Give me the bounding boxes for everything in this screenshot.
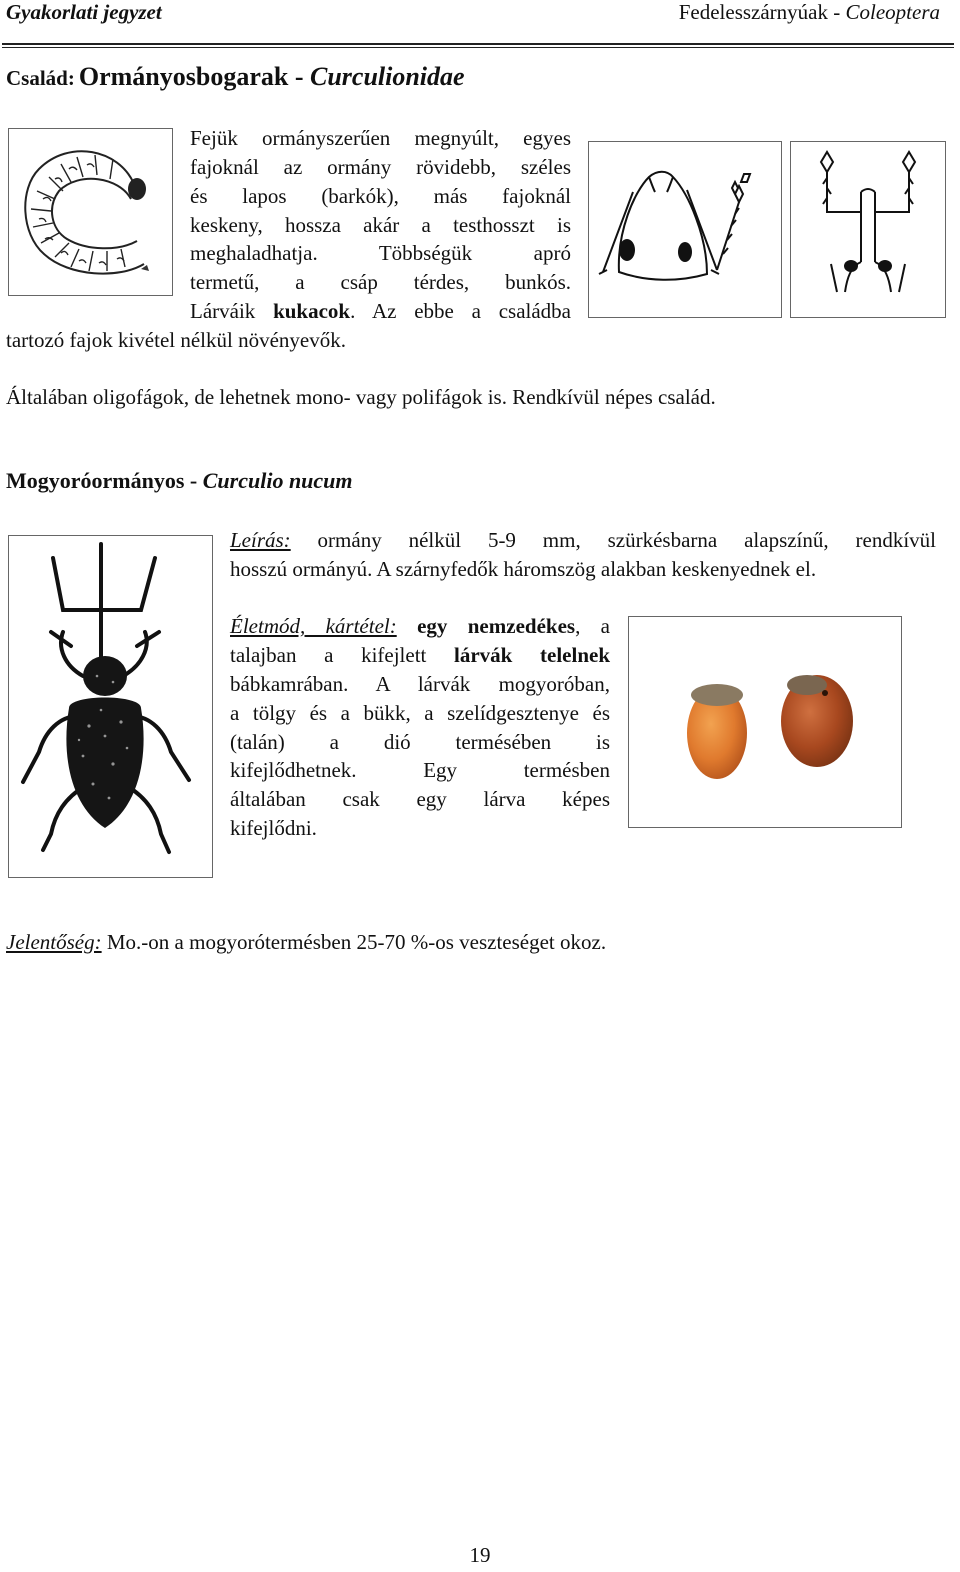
exit-hole (822, 690, 828, 696)
species-heading (6, 468, 353, 494)
header-rule-thick (2, 43, 954, 45)
lifestyle-text-2: talajban a kifejlett (230, 643, 455, 667)
intro-line-4: keskeny, hossza akár a testhosszt is (190, 213, 571, 237)
significance-text: Mo.-on a mogyorótermésben 25-70 %-os veszteséget okoz. (101, 930, 607, 954)
intro-line-7 (190, 297, 571, 326)
significance-line (6, 928, 606, 957)
intro-line-1: Fejük ormányszerűen megnyúlt, egyes (190, 126, 571, 150)
intro-line-3: és lapos (barkók), más fajoknál (190, 184, 571, 208)
lifestyle-label: Életmód, kártétel: (230, 614, 397, 638)
species-name-latin: Curculio nucum (202, 468, 353, 493)
head-short-rostrum-illustration (589, 142, 780, 316)
lifestyle-line-6: kifejlődhetnek. Egy termésben (230, 758, 610, 782)
lifestyle-line-7: általában csak egy lárva képes (230, 787, 610, 811)
intro-line-7-b: . Az ebbe a családba (350, 299, 571, 323)
lifestyle-line-3: bábkamrában. A lárvák mogyoróban, (230, 672, 610, 696)
head-diagram-short-rostrum (588, 141, 782, 318)
head-diagram-long-rostrum (790, 141, 946, 318)
lifestyle-line-2 (230, 641, 610, 670)
family-heading (6, 62, 465, 92)
larva-figure (8, 128, 173, 296)
lifestyle-term-larvae: lárvák telelnek (454, 643, 610, 667)
header-order-latin: Coleoptera (845, 0, 940, 24)
lifestyle-line-1 (230, 612, 610, 641)
intro-line-6: termetű, a csáp térdes, bunkós. (190, 270, 571, 294)
intro-line-8: tartozó fajok kivétel nélkül növényevők. (6, 328, 346, 352)
header-order-plain: Fedelesszárnyúak - (678, 0, 846, 24)
intro-line-7-a: Lárváik (190, 299, 274, 323)
running-header-right (679, 0, 940, 25)
lifestyle-line-4: a tölgy és a bükk, a szelídgesztenye és (230, 701, 610, 725)
head-long-rostrum-illustration (791, 142, 944, 316)
running-header-left: Gyakorlati jegyzet (6, 0, 162, 24)
hazelnut-photo (628, 616, 902, 828)
description-label: Leírás: (230, 528, 291, 552)
weevil-illustration (9, 536, 211, 876)
species-name-plain: Mogyoróormányos - (6, 468, 203, 493)
significance-label: Jelentőség: (6, 930, 102, 954)
family-label: Család: (6, 66, 75, 90)
description-line-1 (230, 526, 936, 555)
family-name-plain: Ormányosbogarak - (78, 62, 310, 91)
description-line-2: hosszú ormányú. A szárnyfedők háromszög alakban keskenyednek el. (230, 557, 817, 581)
lifestyle-line-8: kifejlődni. (230, 816, 317, 840)
intro-term-kukacok: kukacok (273, 299, 351, 323)
lifestyle-line-5: (talán) a dió termésében is (230, 730, 610, 754)
description-text-1: ormány nélkül 5-9 mm, szürkésbarna alapszínű, rendkívül (290, 528, 936, 552)
family-name (79, 62, 465, 91)
intro-line-5: meghaladhatja. Többségük apró (190, 241, 571, 265)
larva-illustration (9, 129, 171, 294)
lifestyle-text-1: , a (575, 614, 610, 638)
weevil-figure (8, 535, 213, 878)
lifestyle-term-generation: egy nemzedékes (417, 614, 576, 638)
page-number: 19 (469, 1543, 491, 1567)
hazelnut-illustration (629, 617, 900, 826)
family-name-latin: Curculionidae (309, 62, 465, 91)
general-statement: Általában oligofágok, de lehetnek mono- vagy polifágok is. Rendkívül népes család. (6, 385, 716, 409)
header-rule-thin (2, 47, 954, 48)
intro-line-2: fajoknál az ormány rövidebb, széles (190, 155, 571, 179)
